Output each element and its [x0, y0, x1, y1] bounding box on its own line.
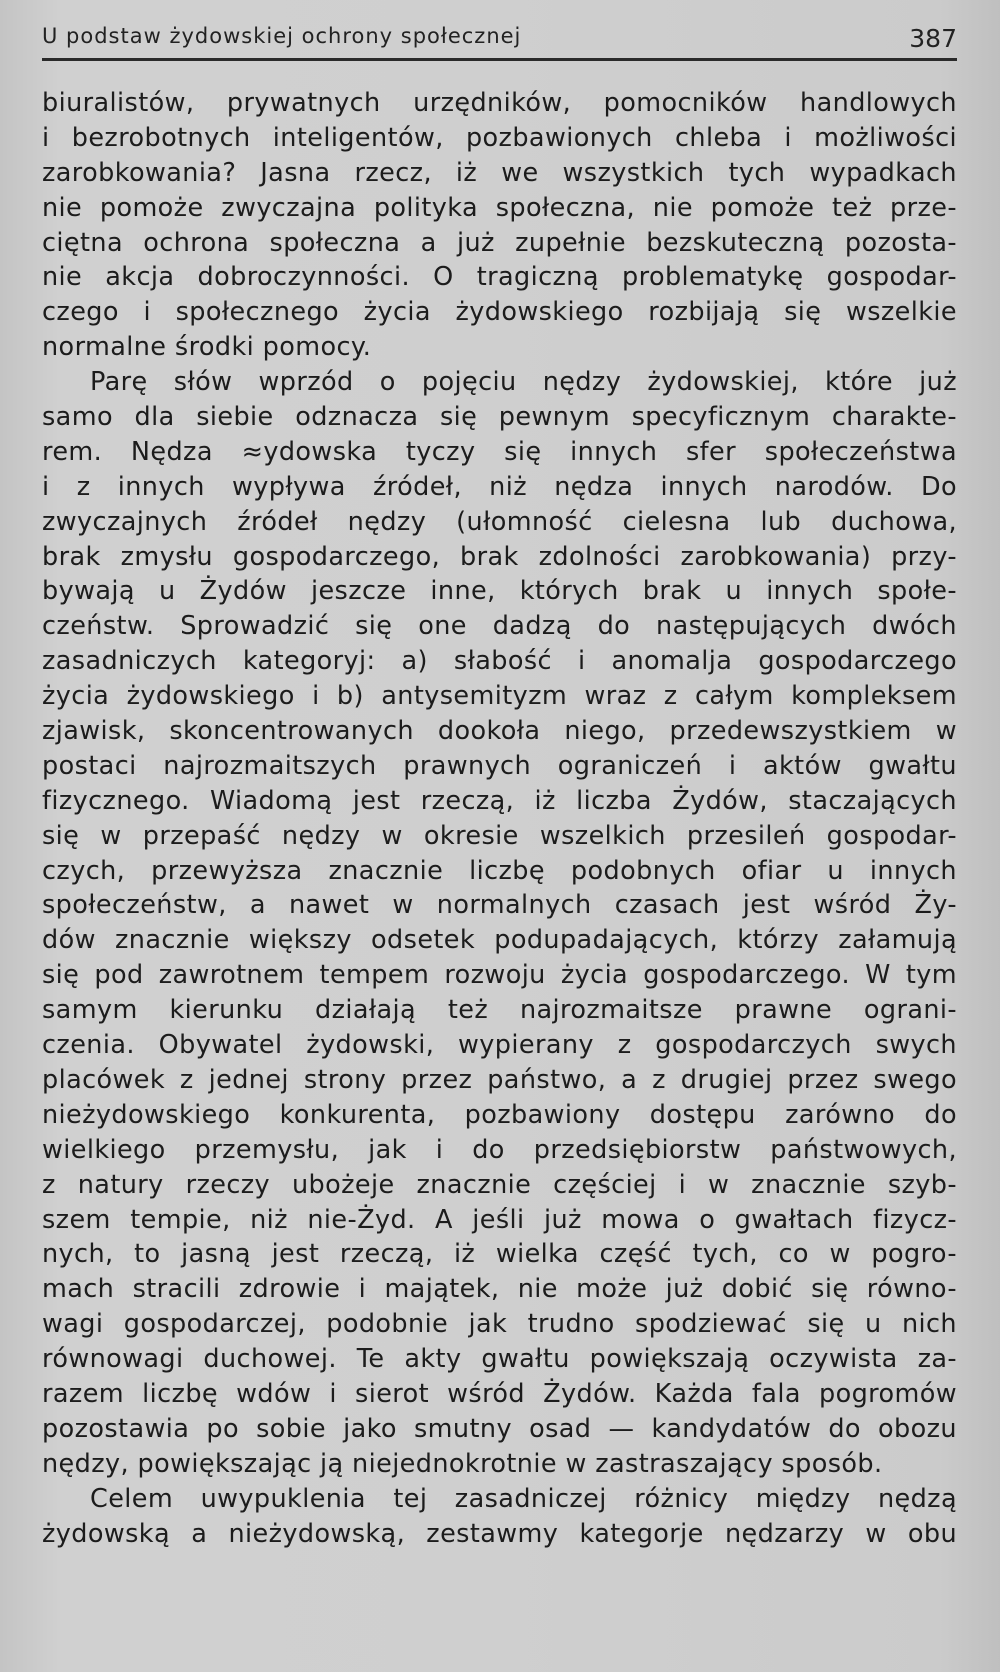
text-line: postaci najrozmaitszych prawnych ograniczeń i aktów gwałtu — [42, 750, 957, 781]
text-line: pozostawia po sobie jako smutny osad — kandydatów do obozu — [42, 1413, 957, 1444]
running-title: U podstaw żydowskiej ochrony społecznej — [42, 24, 522, 48]
text-line: nych, to jasną jest rzeczą, iż wielka część tych, co w pogro- — [42, 1239, 957, 1270]
text-line: zwyczajnych źródeł nędzy (ułomność cielesna lub duchowa, — [42, 506, 957, 537]
text-line: rem. Nędza ≈ydowska tyczy się innych sfer społeczeństwa — [42, 436, 957, 467]
text-line: żydowską a nieżydowską, zestawmy kategorje nędzarzy w obu — [42, 1518, 957, 1549]
text-line: czego i społecznego życia żydowskiego rozbijają się wszelkie — [42, 297, 957, 328]
text-line: ciętna ochrona społeczna a już zupełnie bezskuteczną pozosta- — [42, 227, 957, 258]
text-line: czenia. Obywatel żydowski, wypierany z gospodarczych swych — [42, 1030, 957, 1061]
text-line: społeczeństw, a nawet w normalnych czasach jest wśród Ży- — [42, 890, 957, 921]
text-line-paragraph-start: Parę słów wprzód o pojęciu nędzy żydowskiej, które już — [90, 367, 957, 398]
text-line: bywają u Żydów jeszcze inne, których brak u innych społe- — [42, 576, 957, 607]
page-number: 387 — [909, 24, 957, 53]
text-line: wagi gospodarczej, podobnie jak trudno spodziewać się u nich — [42, 1309, 957, 1340]
text-line: czych, przewyższa znacznie liczbę podobnych ofiar u innych — [42, 855, 957, 886]
text-line: czeństw. Sprowadzić się one dadzą do następujących dwóch — [42, 611, 957, 642]
text-line-paragraph-start: Celem uwypuklenia tej zasadniczej różnicy między nędzą — [90, 1483, 957, 1514]
text-line: razem liczbę wdów i sierot wśród Żydów. Każda fala pogromów — [42, 1378, 957, 1409]
text-line: nędzy, powiększając ją niejednokrotnie w zastraszający sposób. — [42, 1448, 883, 1479]
body-text — [42, 86, 957, 1551]
text-line: biuralistów, prywatnych urzędników, pomocników handlowych — [42, 88, 957, 118]
text-line: i bezrobotnych inteligentów, pozbawionych chleba i możliwości — [42, 122, 957, 153]
text-line: zasadniczych kategoryj: a) słabość i anomalja gospodarczego — [42, 646, 957, 677]
text-line: zarobkowania? Jasna rzecz, iż we wszystkich tych wypadkach — [42, 157, 957, 188]
text-line: nie akcja dobroczynności. O tragiczną problematykę gospodar- — [42, 262, 957, 293]
text-line: nie pomoże zwyczajna polityka społeczna, nie pomoże też prze- — [42, 192, 957, 223]
text-line: samo dla siebie odznacza się pewnym specyficznym charakte- — [42, 402, 957, 433]
text-line: fizycznego. Wiadomą jest rzeczą, iż liczba Żydów, staczających — [42, 785, 957, 816]
text-line: z natury rzeczy ubożeje znacznie częściej i w znacznie szyb- — [42, 1169, 957, 1200]
text-line: placówek z jednej strony przez państwo, a z drugiej przez swego — [42, 1064, 957, 1095]
text-line: i z innych wypływa źródeł, niż nędza innych narodów. Do — [42, 471, 957, 502]
text-line: życia żydowskiego i b) antysemityzm wraz z całym kompleksem — [42, 681, 957, 712]
text-line: szem tempie, niż nie-Żyd. A jeśli już mowa o gwałtach fizycz- — [42, 1204, 957, 1235]
text-line: mach stracili zdrowie i majątek, nie może już dobić się równo- — [42, 1274, 957, 1305]
text-line: zjawisk, skoncentrowanych dookoła niego, przedewszystkiem w — [42, 716, 957, 747]
header-rule — [42, 58, 957, 61]
text-line: brak zmysłu gospodarczego, brak zdolności zarobkowania) przy- — [42, 541, 957, 572]
text-line: normalne środki pomocy. — [42, 332, 372, 363]
text-line: się pod zawrotnem tempem rozwoju życia gospodarczego. W tym — [42, 960, 957, 991]
text-line: nieżydowskiego konkurenta, pozbawiony dostępu zarówno do — [42, 1099, 957, 1130]
text-line: samym kierunku działają też najrozmaitsze prawne ograni- — [42, 995, 957, 1026]
running-head — [42, 18, 957, 62]
text-line: równowagi duchowej. Te akty gwałtu powiększają oczywista za- — [42, 1344, 957, 1375]
text-line: wielkiego przemysłu, jak i do przedsiębiorstw państwowych, — [42, 1134, 957, 1165]
text-line: dów znacznie większy odsetek podupadających, którzy załamują — [42, 925, 957, 956]
text-line: się w przepaść nędzy w okresie wszelkich przesileń gospodar- — [42, 820, 957, 851]
